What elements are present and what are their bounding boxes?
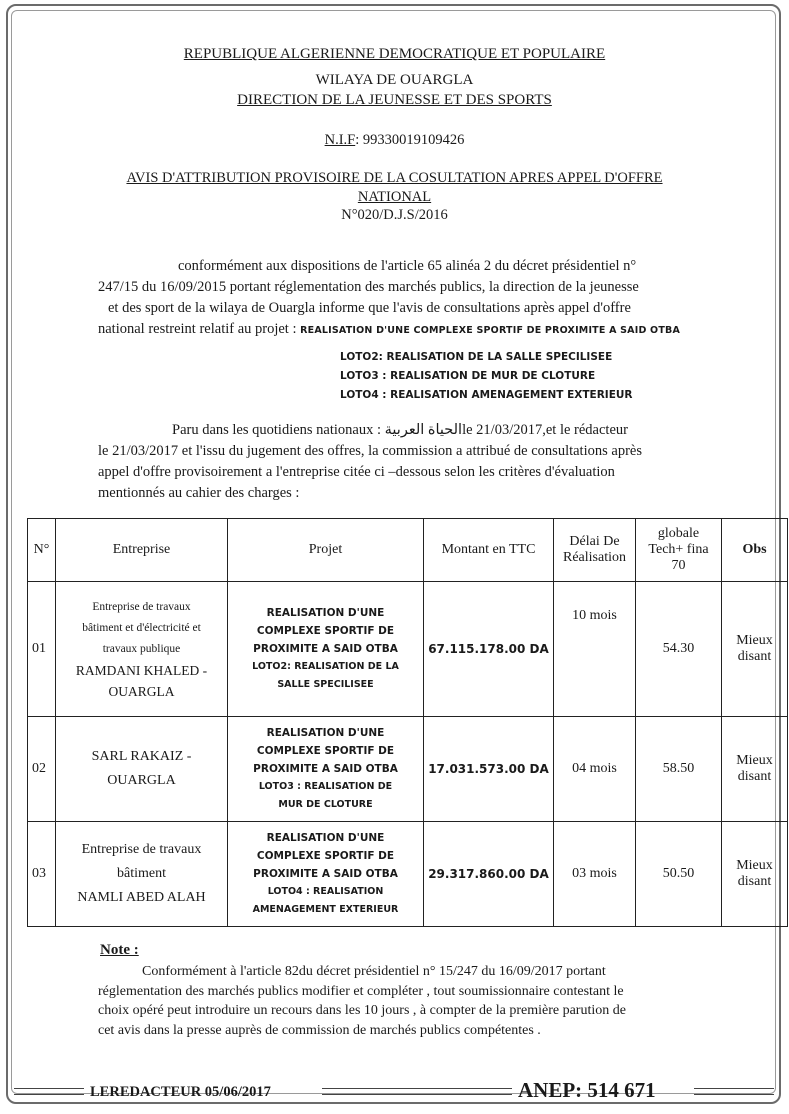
obs-line: disant (737, 874, 772, 889)
col-header-montant: Montant en TTC (424, 519, 554, 582)
proj-line: COMPLEXE SPORTIF DE (256, 625, 395, 637)
nif-label: N.I.F (324, 132, 356, 148)
lot-item: LOTO2: REALISATION DE LA SALLE SPECILISEE (340, 351, 613, 363)
cell-obs (722, 582, 788, 717)
col-header-delai-line: Réalisation (563, 550, 626, 565)
proj-line: PROXIMITE A SAID OTBA (253, 763, 398, 775)
wilaya-title: WILAYA DE OUARGLA (315, 72, 474, 88)
ent-line: bâtiment (117, 866, 166, 881)
cell-obs (722, 822, 788, 927)
col-header-delai (554, 519, 636, 582)
col-header-delai-line: Délai De (569, 534, 620, 549)
notice-number: N°020/D.J.S/2016 (341, 207, 448, 223)
cell-entreprise (56, 822, 228, 927)
intro-line: et des sport de la wilaya de Ouargla informe que l'avis de consultations après appel d'offre (108, 300, 631, 316)
project-name: REALISATION D'UNE COMPLEXE SPORTIF DE PROXIMITE A SAID OTBA (300, 325, 680, 336)
proj-line: LOTO4 : REALISATION (267, 886, 384, 897)
attribution-table (27, 518, 788, 927)
republic-title: REPUBLIQUE ALGERIENNE DEMOCRATIQUE ET POPULAIRE (183, 46, 606, 62)
col-header-note (636, 519, 722, 582)
obs-line: Mieux (736, 633, 773, 648)
proj-line: PROXIMITE A SAID OTBA (253, 868, 398, 880)
proj-line: REALISATION D'UNE (266, 727, 385, 739)
cell-delai: 03 mois (554, 822, 636, 927)
proj-line: COMPLEXE SPORTIF DE (256, 850, 395, 862)
cell-num: 03 (28, 822, 56, 927)
ent-line: OUARGLA (107, 773, 176, 788)
paru-line: mentionnés au cahier des charges : (98, 485, 300, 501)
note-paragraph (98, 962, 678, 1040)
ent-line: bâtiment et d'électricité et (82, 621, 201, 634)
ent-line: SARL RAKAIZ - (91, 749, 192, 764)
paru-line: le 21/03/2017 et l'issu du jugement des offres, la commission a attribué de consultations après (98, 443, 642, 459)
proj-line: REALISATION D'UNE (266, 832, 385, 844)
cell-obs (722, 717, 788, 822)
intro-line (98, 319, 678, 341)
cell-num: 02 (28, 717, 56, 822)
proj-line: COMPLEXE SPORTIF DE (256, 745, 395, 757)
table-header-row (28, 519, 788, 582)
note-heading: Note : (100, 942, 139, 958)
cell-num: 01 (28, 582, 56, 717)
col-header-obs: Obs (722, 519, 788, 582)
ent-line: travaux publique (102, 642, 181, 655)
intro-line-prefix: national restreint relatif au projet : (98, 321, 301, 337)
nif-value: : 99330019109426 (355, 132, 465, 148)
table-row (28, 822, 788, 927)
publication-paragraph (98, 420, 688, 504)
lot-item: LOTO4 : REALISATION AMENAGEMENT EXTERIEUR (340, 389, 633, 401)
cell-entreprise (56, 582, 228, 717)
ent-line: NAMLI ABED ALAH (77, 890, 206, 905)
col-header-entreprise: Entreprise (56, 519, 228, 582)
paru-line: appel d'offre provisoirement a l'entreprise citée ci –dessous selon les critères d'évaluation (98, 464, 615, 480)
ent-line: Entreprise de travaux (92, 600, 191, 613)
intro-line: conformément aux dispositions de l'article 65 alinéa 2 du décret présidentiel n° (178, 258, 637, 274)
cell-montant: 67.115.178.00 DA (424, 582, 554, 717)
cell-note: 54.30 (636, 582, 722, 717)
direction-title: DIRECTION DE LA JEUNESSE ET DES SPORTS (237, 92, 552, 108)
intro-paragraph (98, 256, 678, 341)
cell-delai: 10 mois (554, 582, 636, 717)
proj-line: SALLE SPECILISEE (277, 679, 374, 690)
col-header-num: N° (28, 519, 56, 582)
proj-line: MUR DE CLOTURE (278, 799, 373, 810)
obs-line: Mieux (736, 753, 773, 768)
cell-projet (228, 822, 424, 927)
cell-delai: 04 mois (554, 717, 636, 822)
cell-montant: 17.031.573.00 DA (424, 717, 554, 822)
notice-title-2: NATIONAL (357, 189, 432, 205)
ent-line: RAMDANI KHALED - (75, 662, 208, 678)
cell-projet (228, 582, 424, 717)
proj-line: LOTO3 : REALISATION DE (258, 781, 393, 792)
note-line: choix opéré peut introduire un recours dans les 10 jours , à compter de la première parution de (98, 1003, 626, 1018)
proj-line: AMENAGEMENT EXTERIEUR (252, 904, 399, 915)
paru-line: Paru dans les quotidiens nationaux : الحياة العربيةle 21/03/2017,et le rédacteur (172, 422, 628, 438)
proj-line: LOTO2: REALISATION DE LA (252, 661, 399, 672)
obs-line: Mieux (736, 858, 773, 873)
cell-montant: 29.317.860.00 DA (424, 822, 554, 927)
col-header-note-line: 70 (671, 558, 686, 573)
obs-line: disant (737, 649, 772, 664)
col-header-note-line: Tech+ fina (648, 542, 709, 557)
proj-line: PROXIMITE A SAID OTBA (253, 643, 398, 655)
lots-list (340, 348, 633, 405)
footer-redacteur: LEREDACTEUR 05/06/2017 (90, 1084, 271, 1100)
lot-item: LOTO3 : REALISATION DE MUR DE CLOTURE (340, 370, 596, 382)
footer-rule (14, 1088, 84, 1095)
obs-line: disant (737, 769, 772, 784)
note-line: Conformément à l'article 82du décret présidentiel n° 15/247 du 16/09/2017 portant (142, 964, 606, 979)
ent-line: Entreprise de travaux (81, 842, 202, 857)
note-line: cet avis dans la presse auprès de commission de marchés publics compétentes . (98, 1022, 541, 1038)
cell-note: 58.50 (636, 717, 722, 822)
table-row (28, 717, 788, 822)
cell-projet (228, 717, 424, 822)
col-header-note-line: globale (657, 526, 700, 541)
footer-anep: ANEP: 514 671 (518, 1078, 656, 1102)
footer-rule (694, 1088, 774, 1095)
col-header-projet: Projet (228, 519, 424, 582)
footer-rule (322, 1088, 512, 1095)
ent-line: OUARGLA (108, 683, 175, 699)
intro-line: 247/15 du 16/09/2015 portant réglementation des marchés publics, la direction de la jeunesse (98, 279, 639, 295)
note-line: réglementation des marchés publics modifier et compléter , tout soumissionnaire contestant le (98, 983, 624, 999)
cell-note: 50.50 (636, 822, 722, 927)
nif-line (0, 132, 789, 149)
notice-title: AVIS D'ATTRIBUTION PROVISOIRE DE LA COSULTATION APRES APPEL D'OFFRE (126, 170, 663, 186)
table-row (28, 582, 788, 717)
cell-entreprise (56, 717, 228, 822)
proj-line: REALISATION D'UNE (266, 607, 385, 619)
